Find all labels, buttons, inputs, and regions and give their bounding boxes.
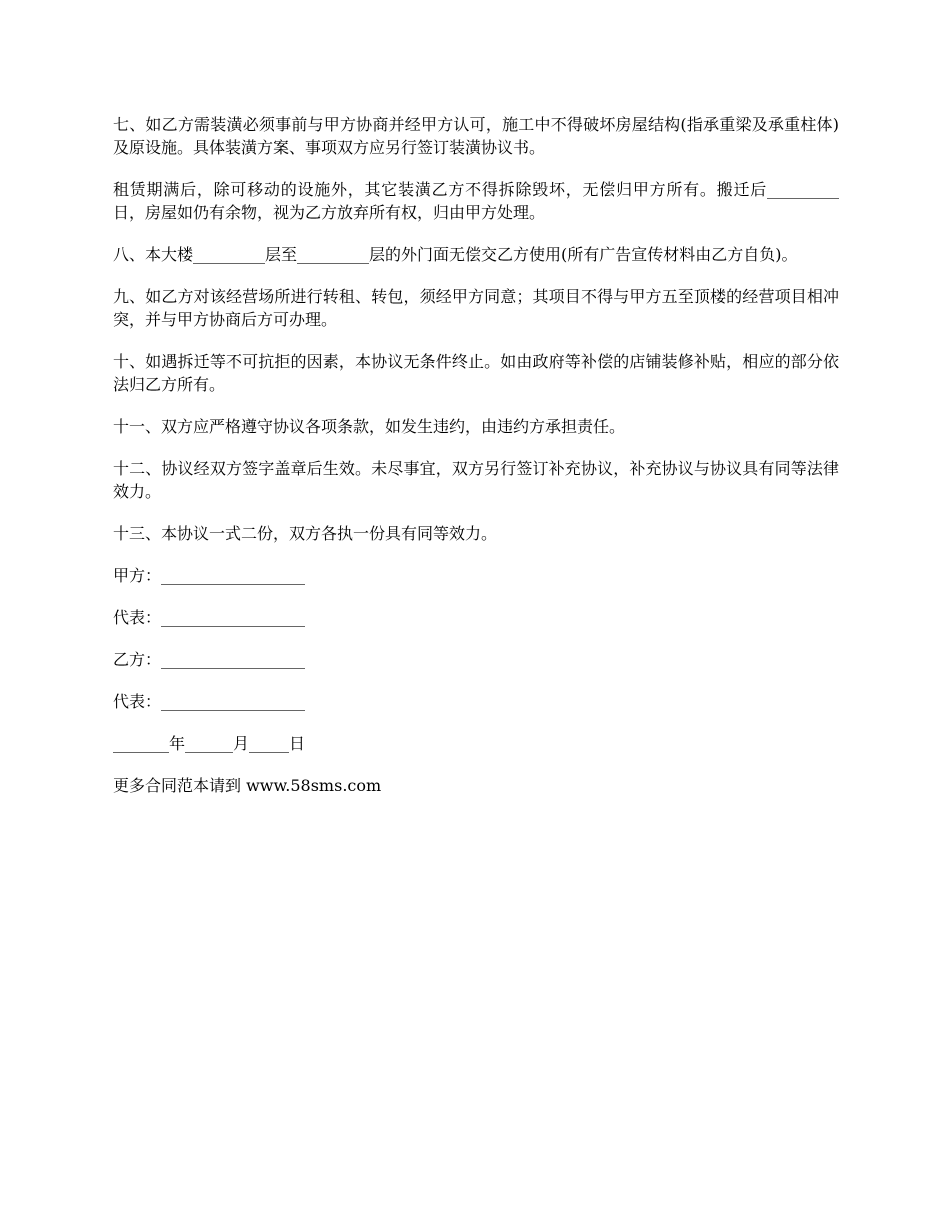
party-b-representative-line: 代表：__________________	[113, 692, 306, 711]
clause-10: 十、如遇拆迁等不可抗拒的因素，本协议无条件终止。如由政府等补偿的店铺装修补贴，相应的部分依法归乙方所有。	[113, 352, 839, 394]
footer-note: 更多合同范本请到 www.58sms.com	[113, 776, 382, 795]
clause-11: 十一、双方应严格遵守协议各项条款，如发生违约，由违约方承担责任。	[113, 417, 626, 436]
document-body	[113, 113, 839, 816]
clause-9: 九、如乙方对该经营场所进行转租、转包，须经甲方同意；其项目不得与甲方五至顶楼的经营项目相冲突，并与甲方协商后方可办理。	[113, 287, 839, 329]
date-line: _______年______月_____日	[113, 734, 306, 753]
party-a-signature-line: 甲方：__________________	[113, 566, 306, 585]
clause-12: 十二、协议经双方签字盖章后生效。未尽事宜，双方另行签订补充协议，补充协议与协议具有同等法律效力。	[113, 459, 839, 501]
party-b-signature-line: 乙方：__________________	[113, 650, 306, 669]
clause-7: 七、如乙方需装潢必须事前与甲方协商并经甲方认可，施工中不得破坏房屋结构(指承重梁及承重柱体)及原设施。具体装潢方案、事项双方应另行签订装潢协议书。	[113, 115, 839, 157]
clause-13: 十三、本协议一式二份，双方各执一份具有同等效力。	[113, 524, 498, 543]
clause-7-continuation: 租赁期满后，除可移动的设施外，其它装潢乙方不得拆除毁坏，无偿归甲方所有。搬迁后_________日，房屋如仍有余物，视为乙方放弃所有权，归由甲方处理。	[113, 180, 839, 222]
party-a-representative-line: 代表：__________________	[113, 608, 306, 627]
clause-8: 八、本大楼_________层至_________层的外门面无偿交乙方使用(所有广告宣传材料由乙方自负)。	[113, 245, 798, 264]
